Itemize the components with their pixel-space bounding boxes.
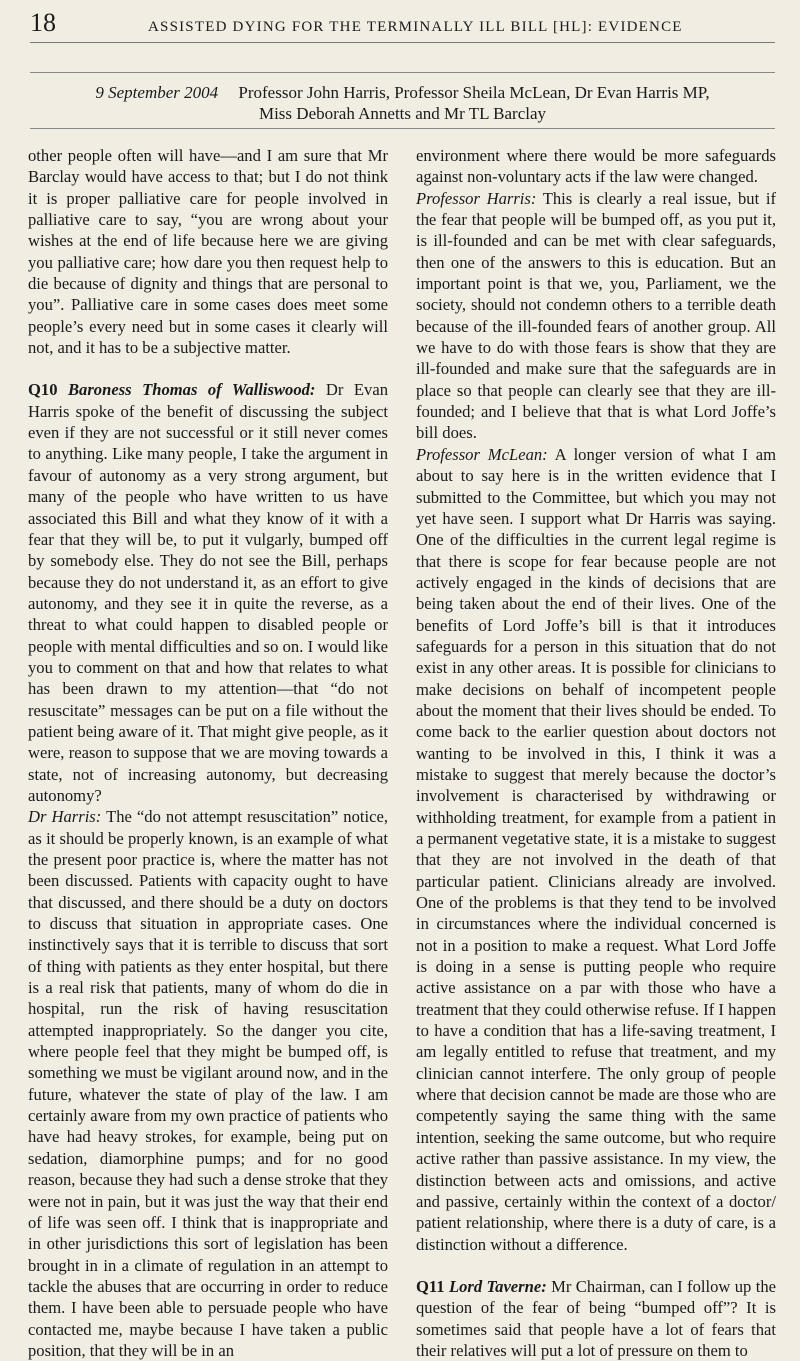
right-column [416, 145, 776, 1361]
answer-professor-harris [416, 188, 776, 444]
answer-dr-harris [28, 806, 388, 1361]
page-number: 18 [30, 8, 56, 37]
paragraph-continuation: environment where there would be more safeguards against non-voluntary acts if the law were changed. [416, 146, 776, 187]
answer-text: The “do not attempt resuscitation” notice, as it should be properly known, is an example of what the present poor practice is, where the matter has not been discussed. Patients with capacity ought to have that discussed, and there should be a duty on doctors to discuss that situation in appropriate cases. One instinctively says that it is terrible to discuss that sort of thing with patients as they enter hospital, but there is a real risk that patients, many of whom do die in hospital, run the risk of having resuscitation attempted inappropriately. So the danger you cite, where people feel that they might be bumped off, is something we must be vigilant around now, and in the future, whatever the state of play of the law. I am certainly aware from my own practice of patients who have had heavy strokes, for example, being put on sedation, diamorphine pumps; and for no good reason, because they had such a dense stroke that they were not in pain, but it was just the way that their end of life was seen off. I think that is inappropriate and in other jurisdictions this sort of legislation has been brought in in a climate of regulation in an attempt to tackle the abuses that are occurring in order to reduce them. I have been able to persuade people who have contacted me, maybe because I have taken a public position, that they will be in an [28, 807, 388, 1360]
question-text: Dr Evan Harris spoke of the benefit of discussing the subject even if they are not successful or it still never comes to anything. Like many people, I take the argument in favour of autonomy as a very strong argument, but many of the people who have written to us have associated this Bill and what they know of it with a fear that they will be, to put it vulgarly, bumped off by somebody else. They do not see the Bill, perhaps because they do not understand it, as an effort to give autonomy, and they see it in quite the reverse, as a threat to what could happen to disabled people or people with mental difficulties and so on. I would like you to comment on that and how that relates to what has been drawn to my attention—that “do not resuscitate” messages can be put on a file without the patient being aware of it. That might give people, as it were, reason to suppose that we are moving towards a state, not of increasing autonomy, but decreasing autonomy? [28, 380, 388, 805]
question-11 [416, 1276, 776, 1361]
question-number: Q10 [28, 380, 58, 400]
session-header [30, 82, 775, 124]
answer-text: A longer version of what I am about to say here is in the written evidence that I submitted to the Committee, but which you may not yet have seen. I support what Dr Harris was saying. One of the difficulties in the current legal regime is that there is scope for fear because people are not actively engaged in the kinds of decisions that are being taken about the end of their lives. One of the benefits of Lord Joffe’s bill is that it introduces safeguards for a person in this situation that do not exist in any other areas. It is possible for clinicians to make decisions on behalf of incompetent people about the moment that their lives should be ended. To come back to the earlier question about doctors not wanting to be involved in this, I think it was a mistake to suggest that merely because the doctor’s involvement is characterised by withdrawing or withholding treatment, for example from a patient in a permanent vegetative state, it is a mistake to suggest that they are not involved in the death of that particular patient. Clinicians already are involved. One of the problems is that they tend to be involved in circumstances where the individual concerned is not in a position to make a request. What Lord Joffe is doing in a sense is putting people who require active assistance on a par with those who have a treatment that they could otherwise refuse. If I happen to have a condition that has a life-saving treatment, I am legally entitled to refuse that treatment, and my clinician cannot interfere. The only group of people where that decision cannot be made are those who are competently saying the same thing with the same intention, seeking the same outcome, but who require active rather than passive assistance. In my view, the distinction between acts and omissions, and active and passive, certainly within the context of a doctor/ patient relationship, where there is a duty of care, is a distinction without a difference. [416, 444, 776, 1254]
speaker-name: Baroness Thomas of Walliswood: [67, 380, 316, 400]
session-date: 9 September 2004 [95, 83, 219, 102]
answer-professor-mclean [416, 444, 776, 1255]
running-title: ASSISTED DYING FOR THE TERMINALLY ILL BILL [HL]: EVIDENCE [148, 19, 683, 35]
answer-text: This is clearly a real issue, but if the fear that people will be bumped off, as you put it, is ill-founded and can be met with clear safeguards, then one of the answers to this is education. But an important point is that we, you, Parliament, we the society, should not condemn others to a terrible death because of the ill-founded fears of another group. All we have to do with those fears is show that they are ill-founded and make sure that the safeguards are in place so that people can clearly see that they are ill-founded; and I believe that that is what Lord Joffe’s bill does. [416, 188, 777, 443]
header-rule-bottom [30, 128, 775, 129]
witnesses-line-1: Professor John Harris, Professor Sheila McLean, Dr Evan Harris MP, [238, 83, 710, 102]
question-10 [28, 379, 388, 806]
speaker-name: Professor Harris: [416, 188, 537, 208]
question-number: Q11 [416, 1276, 445, 1296]
question-text: Mr Chairman, can I follow up the question of the fear of being “bumped off”? It is sometimes said that people have a lot of fears that their relatives will put a lot of pressure on them to [416, 1276, 776, 1360]
speaker-name: Professor McLean: [416, 444, 548, 464]
speaker-name: Lord Taverne: [448, 1276, 547, 1296]
witnesses-line-2: Miss Deborah Annetts and Mr TL Barclay [258, 104, 547, 123]
header-rule-top [30, 72, 775, 73]
speaker-name: Dr Harris: [28, 807, 102, 827]
running-head [30, 8, 775, 43]
left-column [28, 145, 388, 1361]
paragraph-continuation: other people often will have—and I am sure that Mr Barclay would have access to that; but I do not think it is proper palliative care for people involved in palliative care to say, “you are wrong about your wishes at the end of life because here we are giving you palliative care; how dare you then request help to die because of dignity and things that are personal to you”. Palliative care in some cases does meet some people’s every need but in some cases it clearly will not, and it has to be a subjective matter. [28, 146, 388, 358]
